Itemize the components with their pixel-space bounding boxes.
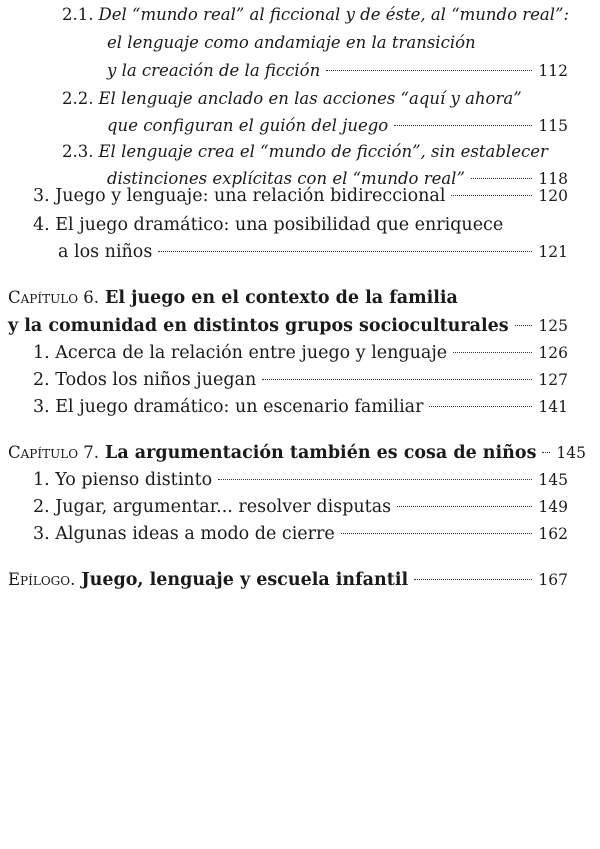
dot-leader	[429, 406, 532, 407]
page-number: 112	[538, 62, 568, 80]
page-number: 120	[538, 187, 568, 205]
toc-entry-4	[33, 213, 568, 237]
dot-leader	[326, 70, 532, 71]
toc-entry-2-1	[62, 3, 582, 27]
dot-leader	[453, 352, 532, 353]
toc-entry-text: y la creación de la ficción	[107, 61, 321, 80]
page-number: 145	[556, 444, 587, 462]
toc-entry-text: distinciones explícitas con el “mundo real”	[107, 169, 465, 188]
toc-entry-2-3	[62, 140, 582, 164]
page-number: 167	[538, 571, 568, 589]
dot-leader	[451, 195, 532, 196]
toc-entry-text: Del “mundo real” al ficcional y de éste, al “mundo real”:	[98, 5, 570, 24]
dot-leader	[471, 178, 533, 179]
toc-entry-text: a los niños	[58, 242, 153, 262]
toc-entry-number: 2.3.	[62, 142, 94, 161]
page-number: 162	[538, 525, 568, 543]
page-number: 145	[538, 471, 568, 489]
chapter-6-heading-cont	[8, 314, 568, 338]
page-number: 118	[538, 170, 568, 188]
toc-entry-number: 2.2.	[62, 89, 94, 108]
chapter-title: y la comunidad en distintos grupos socioculturales	[8, 316, 509, 336]
dot-leader	[158, 251, 532, 252]
chapter-7-heading	[8, 441, 587, 465]
toc-entry-2-1-last	[107, 59, 568, 83]
toc-entry	[33, 341, 568, 365]
toc-entry-text: 1. Yo pienso distinto	[33, 470, 213, 490]
toc-entry-text: El lenguaje crea el “mundo de ficción”, sin establecer	[98, 142, 548, 161]
chapter-title: La argumentación también es cosa de niños	[105, 443, 537, 463]
page-number: 121	[538, 243, 568, 261]
chapter-6-heading	[8, 286, 568, 310]
dot-leader	[394, 125, 532, 126]
toc-entry-text: El lenguaje anclado en las acciones “aquí y ahora”	[98, 89, 522, 108]
toc-entry-text: 1. Acerca de la relación entre juego y lenguaje	[33, 343, 448, 363]
chapter-label: Capítulo 7.	[8, 443, 100, 462]
page-number: 125	[538, 317, 568, 335]
chapter-title: Juego, lenguaje y escuela infantil	[81, 570, 409, 590]
toc-entry	[33, 368, 568, 392]
toc-entry	[33, 395, 568, 419]
page-number: 115	[538, 117, 568, 135]
dot-leader	[218, 479, 532, 480]
page-number: 141	[538, 398, 568, 416]
page-number: 127	[538, 371, 568, 389]
toc-entry-2-2-last	[107, 114, 568, 138]
dot-leader	[262, 379, 532, 380]
dot-leader	[515, 325, 533, 326]
toc-entry	[33, 522, 568, 546]
toc-entry	[33, 495, 568, 519]
toc-entry-4-last	[58, 240, 568, 264]
toc-entry-text: 2. Jugar, argumentar... resolver disputas	[33, 497, 392, 517]
toc-entry-text: 2. Todos los niños juegan	[33, 370, 257, 390]
page-number: 149	[538, 498, 568, 516]
toc-entry-text: que configuran el guión del juego	[107, 116, 389, 135]
toc-entry-text: 4. El juego dramático: una posibilidad que enriquece	[33, 215, 504, 235]
toc-entry-text: 3. Algunas ideas a modo de cierre	[33, 524, 335, 544]
toc-entry-text: el lenguaje como andamiaje en la transición	[107, 33, 476, 52]
toc-entry-text: 3. Juego y lenguaje: una relación bidireccional	[33, 186, 446, 206]
toc-entry-3	[33, 184, 568, 208]
toc-entry-2-2	[62, 87, 582, 111]
dot-leader	[341, 533, 533, 534]
dot-leader	[414, 579, 532, 580]
dot-leader	[397, 506, 532, 507]
chapter-label: Capítulo 6.	[8, 288, 100, 307]
chapter-title: El juego en el contexto de la familia	[105, 288, 458, 308]
page-number: 126	[538, 344, 568, 362]
toc-entry-number: 2.1.	[62, 5, 94, 24]
epilogue-heading	[8, 568, 568, 592]
toc-entry-text: 3. El juego dramático: un escenario familiar	[33, 397, 424, 417]
chapter-label: Epílogo.	[8, 570, 76, 589]
toc-entry	[33, 468, 568, 492]
dot-leader	[542, 452, 550, 453]
toc-entry-2-1-cont	[107, 31, 567, 55]
